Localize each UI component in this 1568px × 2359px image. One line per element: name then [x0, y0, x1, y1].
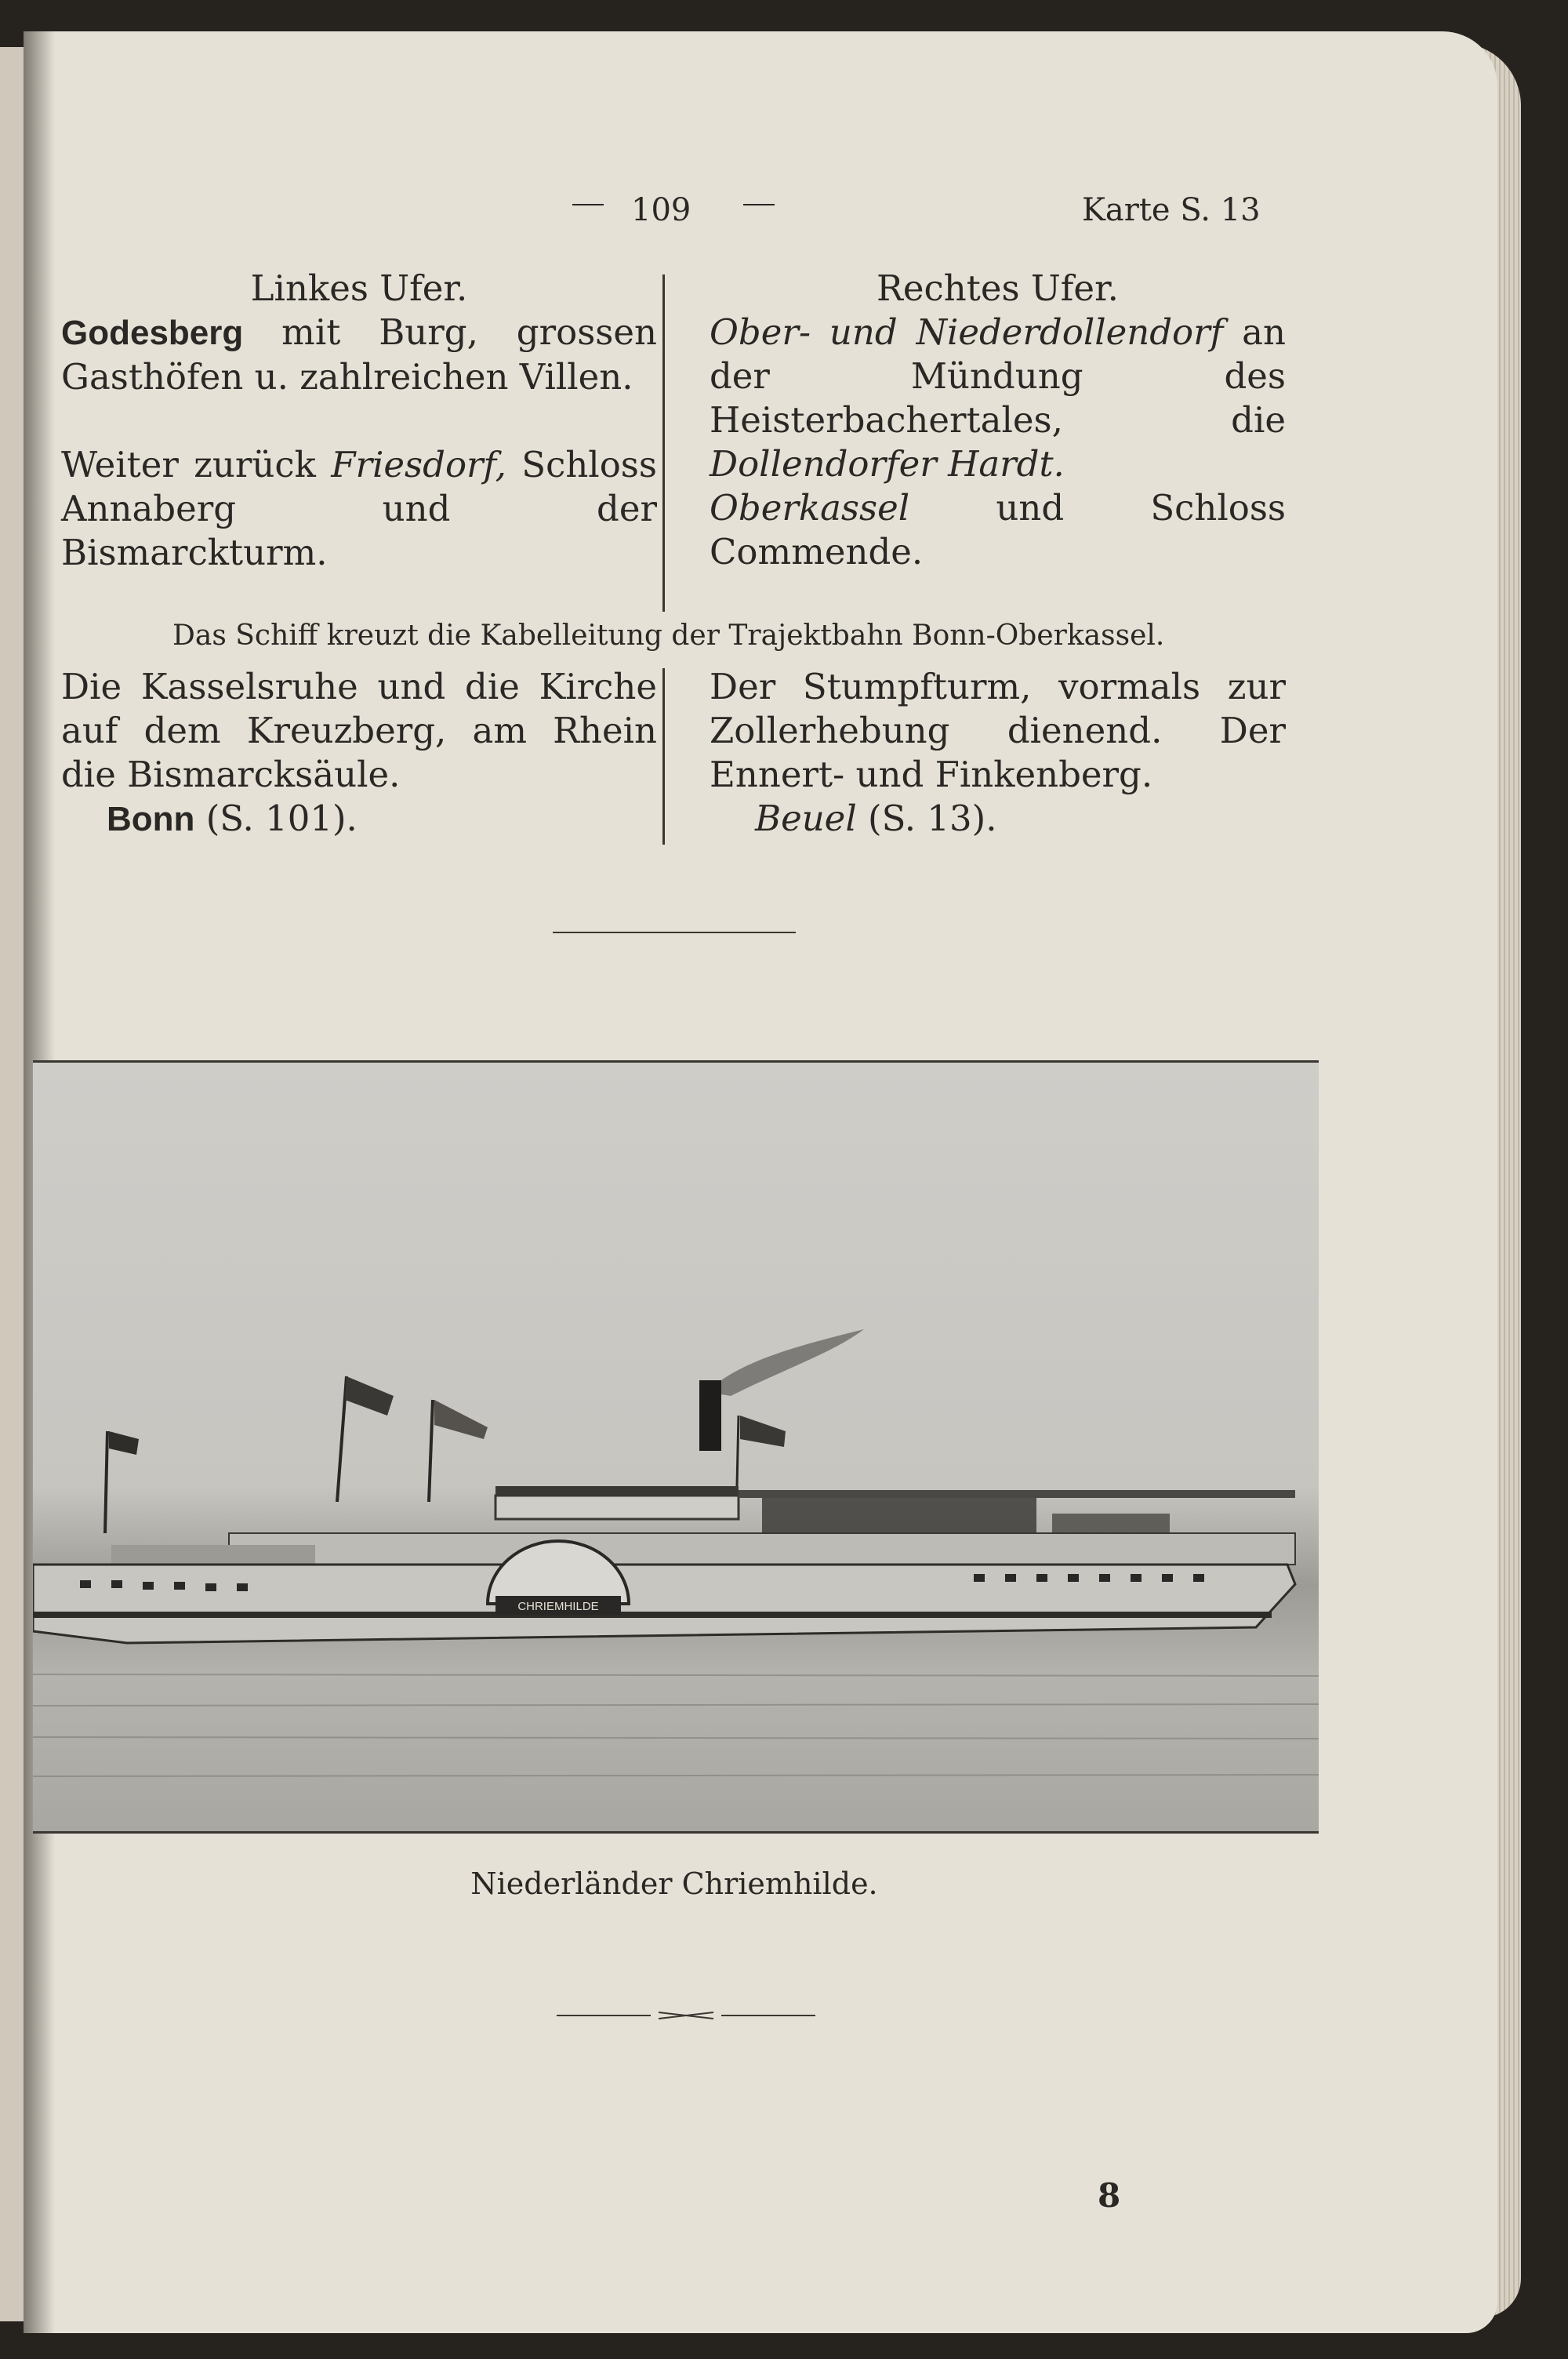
- godesberg-text: mit Burg, grossen Gasthöfen u. zahlreichen Villen.: [61, 311, 657, 398]
- left-heading: Linkes Ufer.: [250, 267, 468, 309]
- left-column-lower: [61, 665, 657, 841]
- friesdorf-text-b: Schloss Annaberg und der Bismarckturm.: [61, 444, 657, 573]
- right-paragraph-dollendorf: [710, 311, 1286, 486]
- right-paragraph-beuel: [710, 797, 1286, 841]
- oberkassel-text: und Schloss Commende.: [710, 487, 1286, 572]
- place-dollendorf: Ober- und Niederdollendorf: [710, 311, 1224, 353]
- left-column-upper: [61, 267, 657, 575]
- right-paragraph-oberkassel: [710, 486, 1286, 574]
- left-paragraph-kasselsruhe: Die Kasselsruhe und die Kirche auf dem Kreuzberg, am Rhein die Bismarcksäule.: [61, 666, 657, 795]
- left-paragraph-friesdorf: [61, 443, 657, 575]
- ornament-divider: [557, 2008, 815, 2023]
- place-bonn: Bonn: [107, 800, 195, 838]
- paddle-steamer-illustration: [33, 1063, 1319, 1831]
- header-dash-left: [572, 204, 604, 205]
- page-number: 109: [631, 192, 691, 228]
- left-paragraph-bonn: [61, 797, 657, 841]
- bonn-text: (S. 101).: [194, 798, 358, 839]
- right-column-lower: [710, 665, 1286, 841]
- place-oberkassel: Oberkassel: [710, 487, 910, 529]
- column-divider-lower: [662, 668, 665, 845]
- crossing-note: Das Schiff kreuzt die Kabelleitung der Trajektbahn Bonn-Oberkassel.: [172, 620, 1165, 652]
- place-godesberg: Godesberg: [61, 314, 244, 352]
- header-dash-right: [743, 204, 775, 205]
- steamer-photograph: [33, 1060, 1319, 1834]
- hull-nameplate: CHRIEMHILDE: [517, 1600, 599, 1613]
- signature-mark: 8: [1098, 2176, 1121, 2215]
- beuel-text: (S. 13).: [856, 798, 997, 839]
- photo-caption: Niederländer Chriemhilde.: [470, 1866, 878, 1901]
- section-rule: [553, 932, 796, 933]
- dollendorf-text: an der Mündung des Heisterbachertales, die: [710, 311, 1286, 441]
- right-paragraph-stumpfturm: Der Stumpfturm, vormals zur Zollerhebung dienend. Der Ennert- und Finkenberg.: [710, 666, 1286, 795]
- column-divider-upper: [662, 274, 665, 612]
- book-page: [24, 31, 1497, 2333]
- right-heading: Rechtes Ufer.: [877, 267, 1119, 309]
- map-reference: Karte S. 13: [1082, 192, 1261, 228]
- right-column-upper: [710, 267, 1286, 574]
- place-beuel: Beuel: [755, 798, 857, 839]
- friesdorf-text-a: Weiter zurück: [61, 444, 332, 485]
- left-paragraph-godesberg: [61, 311, 657, 399]
- place-dollendorfer-hardt: Dollendorfer Hardt.: [710, 443, 1065, 485]
- place-friesdorf: Friesdorf,: [331, 444, 506, 485]
